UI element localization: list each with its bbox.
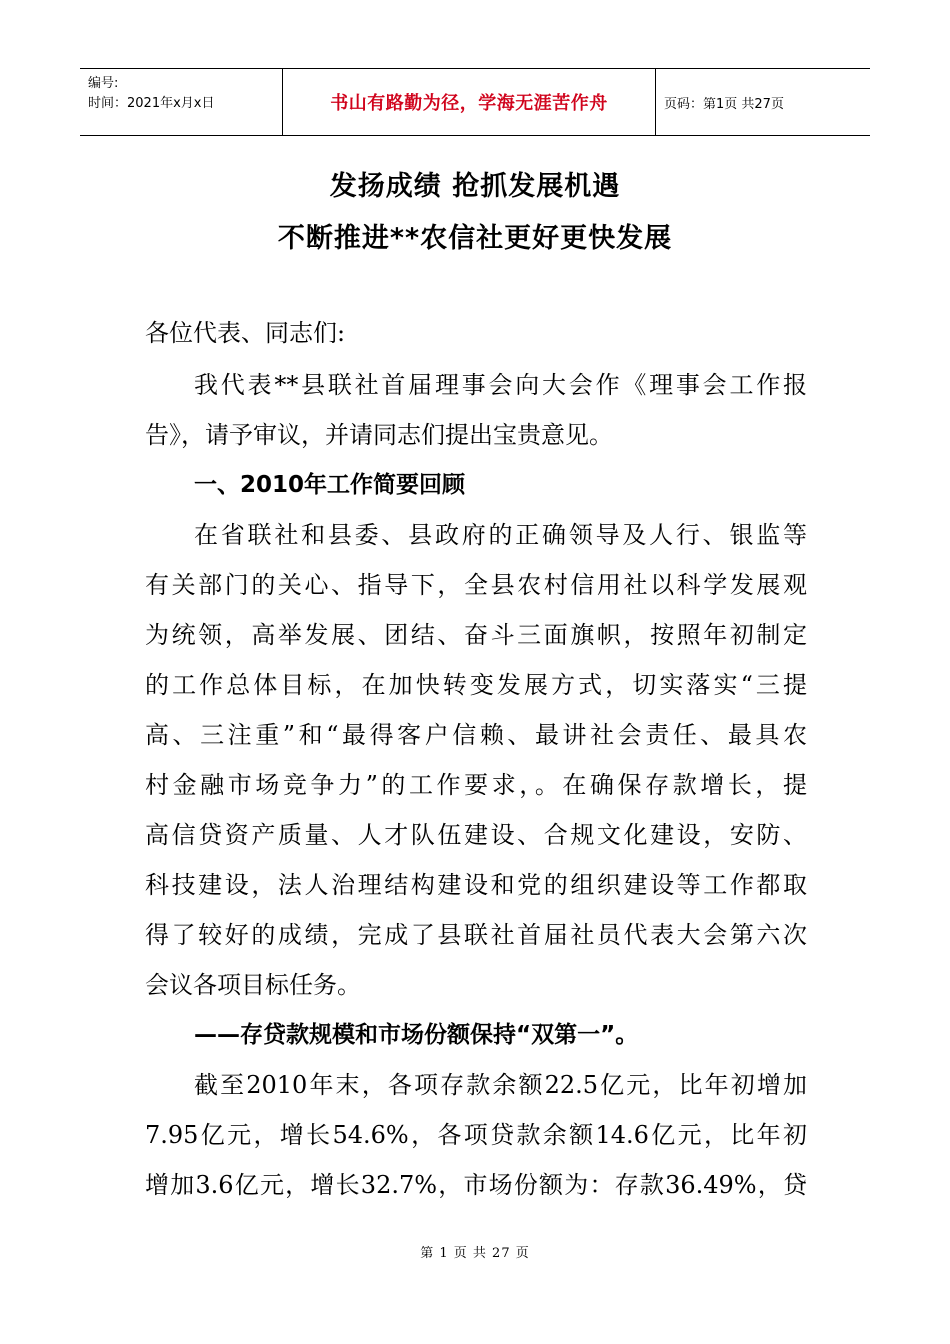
body-line: 有关部门的关心、指导下，全县农村信用社以科学发展观 [145,571,807,599]
body-line: 告》，请予审议，并请同志们提出宝贵意见。 [145,421,613,449]
section-heading: 一、2010年工作简要回顾 [194,472,466,498]
document-time-label: 时间：2021年x月x日 [88,96,215,111]
subsection-heading: ——存贷款规模和市场份额保持“双第一”。 [194,1022,639,1048]
document-header [80,68,870,136]
body-line: 在省联社和县委、县政府的正确领导及人行、银监等 [194,521,807,549]
document-title-line-2: 不断推进**农信社更好更快发展 [277,223,673,254]
body-line: 增加3.6亿元，增长32.7%，市场份额为：存款36.49%，贷 [145,1171,807,1199]
body-line: 为统领，高举发展、团结、奋斗三面旗帜，按照年初制定 [145,621,807,649]
body-line: 村金融市场竞争力”的工作要求，。在确保存款增长，提 [145,771,807,799]
document-number-label: 编号: [88,76,119,91]
body-line: 截至2010年末，各项存款余额22.5亿元，比年初增加 [194,1071,807,1099]
body-line: 我代表**县联社首届理事会向大会作《理事会工作报 [194,371,807,399]
salutation: 各位代表、同志们: [145,319,346,347]
body-line: 7.95亿元，增长54.6%，各项贷款余额14.6亿元，比年初 [145,1121,807,1149]
page-footer: 第 1 页 共 27 页 [420,1246,530,1261]
header-meta [80,69,282,135]
body-line: 得了较好的成绩，完成了县联社首届社员代表大会第六次 [145,921,807,949]
body-line: 科技建设，法人治理结构建设和党的组织建设等工作都取 [145,871,807,899]
document-title-line-1: 发扬成绩 抢抓发展机遇 [329,171,621,202]
header-motto: 书山有路勤为径，学海无涯苦作舟 [282,69,656,135]
body-line: 高信贷资产质量、人才队伍建设、合规文化建设，安防、 [145,821,807,849]
body-line: 的工作总体目标，在加快转变发展方式，切实落实“三提 [145,671,807,699]
body-line: 会议各项目标任务。 [145,971,361,999]
header-page-info: 页码：第1页 共27页 [664,96,784,112]
body-line: 高、三注重”和“最得客户信赖、最讲社会责任、最具农 [145,721,807,749]
